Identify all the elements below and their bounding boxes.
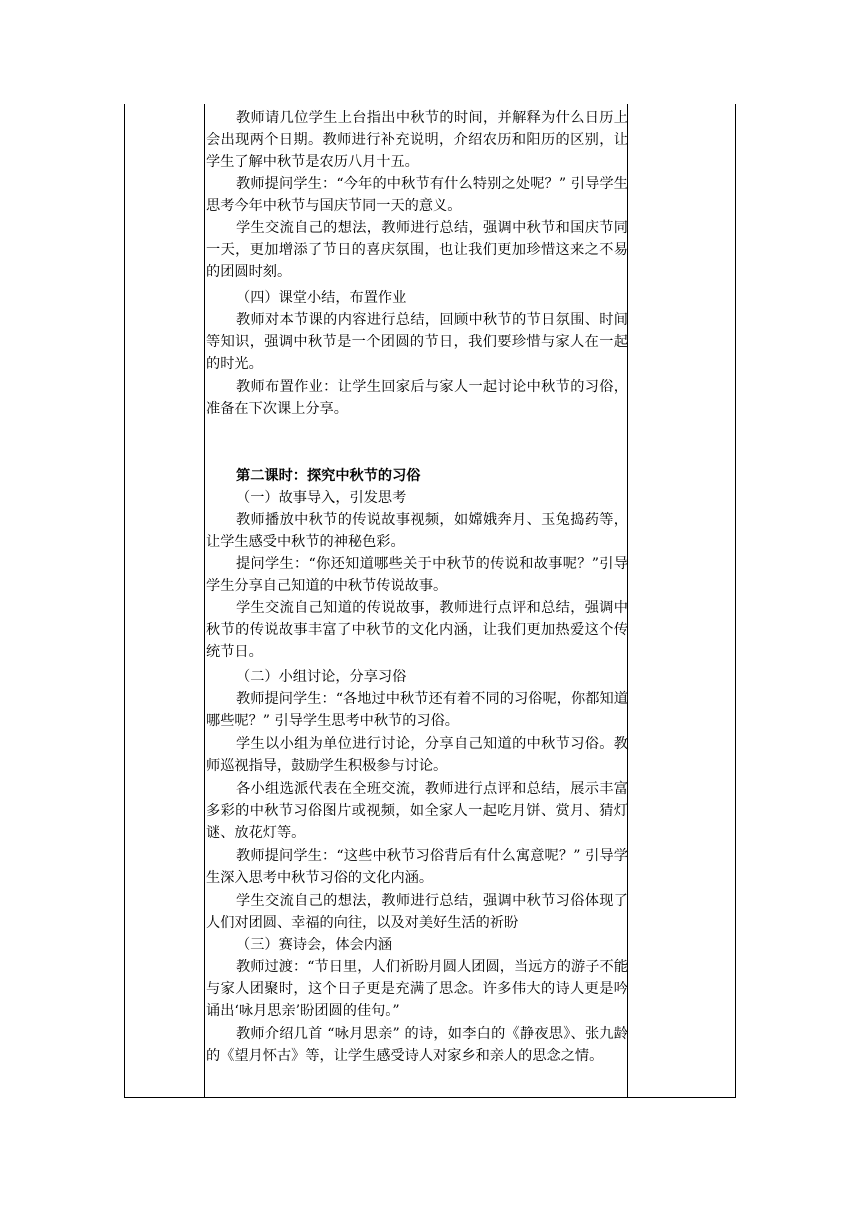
paragraph: 各小组选派代表在全班交流，教师进行点评和总结，展示丰富多彩的中秋节习俗图片或视频，如全家人一起吃月饼、赏月、猜灯谜、放花灯等。 — [206, 781, 628, 841]
paragraph: 提问学生：“你还知道哪些关于中秋节的传说和故事呢？”引导学生分享自己知道的中秋节传说故事。 — [206, 556, 628, 594]
paragraph: 学生交流自己的想法，教师进行总结，强调中秋节习俗体现了人们对团圆、幸福的向往，以及对美好生活的祈盼 — [206, 893, 628, 931]
paragraph: 教师提问学生：“今年的中秋节有什么特别之处呢？” 引导学生思考今年中秋节与国庆节同一天的意义。 — [206, 176, 628, 214]
table-border-left — [124, 104, 125, 1098]
paragraph: 教师过渡：“节日里，人们祈盼月圆人团圆，当远方的游子不能与家人团聚时，这个日子更是充满了思念。许多伟大的诗人更是吟诵出‘咏月思亲’盼团圆的佳句。” — [206, 959, 628, 1019]
section-heading: （四）课堂小结，布置作业 — [236, 290, 407, 306]
paragraph: 教师布置作业：让学生回家后与家人一起讨论中秋节的习俗，准备在下次课上分享。 — [206, 379, 628, 417]
section-heading: （三）赛诗会，体会内涵 — [236, 937, 393, 953]
paragraph: 学生以小组为单位进行讨论，分享自己知道的中秋节习俗。教师巡视指导，鼓励学生积极参与讨论。 — [206, 736, 628, 774]
table-border-bottom — [124, 1097, 736, 1098]
paragraph: 学生交流自己知道的传说故事，教师进行点评和总结，强调中秋节的传说故事丰富了中秋节的文化内涵，让我们更加热爱这个传统节日。 — [206, 600, 628, 660]
paragraph: 教师请几位学生上台指出中秋节的时间，并解释为什么日历上会出现两个日期。教师进行补充说明，介绍农历和阳历的区别，让学生了解中秋节是农历八月十五。 — [206, 110, 628, 170]
paragraph: 教师播放中秋节的传说故事视频，如嫦娥奔月、玉兔捣药等，让学生感受中秋节的神秘色彩。 — [206, 512, 628, 550]
paragraph: 教师提问学生：“这些中秋节习俗背后有什么寓意呢？” 引导学生深入思考中秋节习俗的文化内涵。 — [206, 848, 628, 886]
paragraph: 教师对本节课的内容进行总结，回顾中秋节的节日氛围、时间等知识，强调中秋节是一个团圆的节日，我们要珍惜与家人在一起的时光。 — [206, 312, 628, 372]
paragraph: 学生交流自己的想法，教师进行总结，强调中秋节和国庆节同一天，更加增添了节日的喜庆氛围，也让我们更加珍惜这来之不易的团圆时刻。 — [206, 220, 628, 280]
section-heading: （二）小组讨论，分享习俗 — [236, 669, 407, 685]
paragraph: 教师介绍几首 “咏月思亲” 的诗，如李白的《静夜思》、张九龄的《望月怀古》等，让学生感受诗人对家乡和亲人的思念之情。 — [206, 1026, 628, 1064]
paragraph: 教师提问学生：“各地过中秋节还有着不同的习俗呢，你都知道哪些呢？” 引导学生思考中秋节的习俗。 — [206, 691, 628, 729]
table-border-inner-left — [204, 104, 205, 1098]
table-border-right — [735, 104, 736, 1098]
section-heading: （一）故事导入，引发思考 — [236, 490, 407, 506]
lesson-title: 第二课时：探究中秋节的习俗 — [236, 468, 421, 484]
